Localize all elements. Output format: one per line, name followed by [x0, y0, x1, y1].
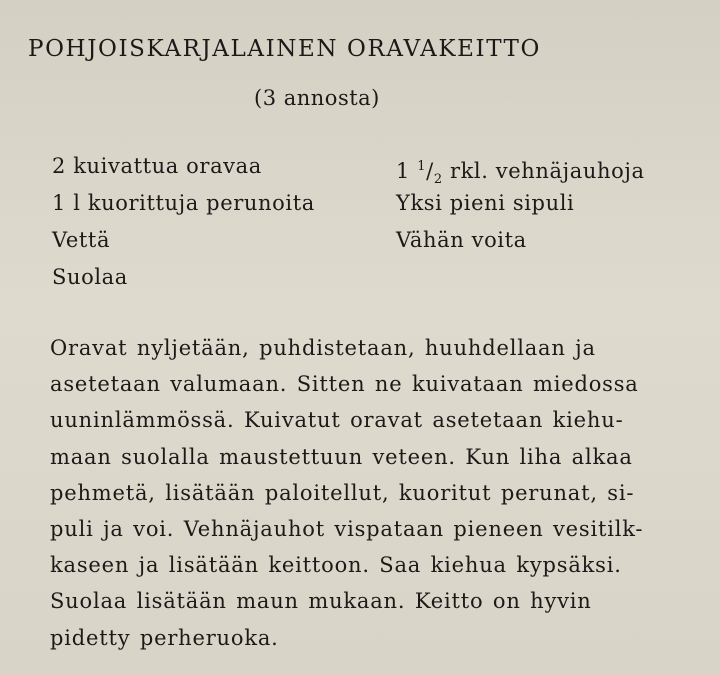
ingredient-item: Yksi pieni sipuli — [396, 191, 575, 215]
flour-description: rkl. vehnäjauhoja — [449, 159, 645, 183]
method-line: pehmetä, lisätään paloitellut, kuoritut perunat, si- — [50, 480, 635, 505]
servings-note: (3 annosta) — [254, 86, 380, 110]
ingredient-item: Suolaa — [52, 265, 128, 289]
method-line: Suolaa lisätään maun mukaan. Keitto on hyvin — [50, 589, 592, 614]
ingredient-item: Vähän voita — [396, 228, 527, 252]
method-line: puli ja voi. Vehnäjauhot vispataan pieneen vesitilk- — [50, 516, 644, 541]
method-line: asetetaan valumaan. Sitten ne kuivataan miedossa — [50, 372, 639, 397]
ingredient-item: Vettä — [52, 228, 111, 252]
ingredient-item: 2 kuivattua oravaa — [52, 154, 262, 178]
ingredient-item-flour — [396, 148, 645, 188]
recipe-title: POHJOISKARJALAINEN ORAVAKEITTO — [28, 36, 541, 62]
method-line: Oravat nyljetään, puhdistetaan, huuhdellaan ja — [50, 336, 596, 360]
method-line: maan suolalla maustettuun veteen. Kun liha alkaa — [50, 444, 633, 469]
method-line: kaseen ja lisätään keittoon. Saa kiehua kypsäksi. — [50, 553, 622, 578]
ingredients-right-column — [396, 148, 645, 259]
method-line: uuninlämmössä. Kuivatut oravat asetetaan kiehu- — [50, 408, 624, 433]
fraction-denominator: 2 — [433, 172, 443, 188]
fraction-numerator: 1 — [417, 159, 427, 174]
method-line: pidetty perheruoka. — [50, 625, 279, 650]
ingredients-left-column — [52, 148, 315, 296]
ingredient-item: 1 l kuorittuja perunoita — [52, 191, 315, 215]
method-paragraph — [50, 330, 643, 656]
flour-fraction: $^1/_2$ — [417, 159, 443, 188]
flour-amount: 1 — [396, 159, 410, 183]
